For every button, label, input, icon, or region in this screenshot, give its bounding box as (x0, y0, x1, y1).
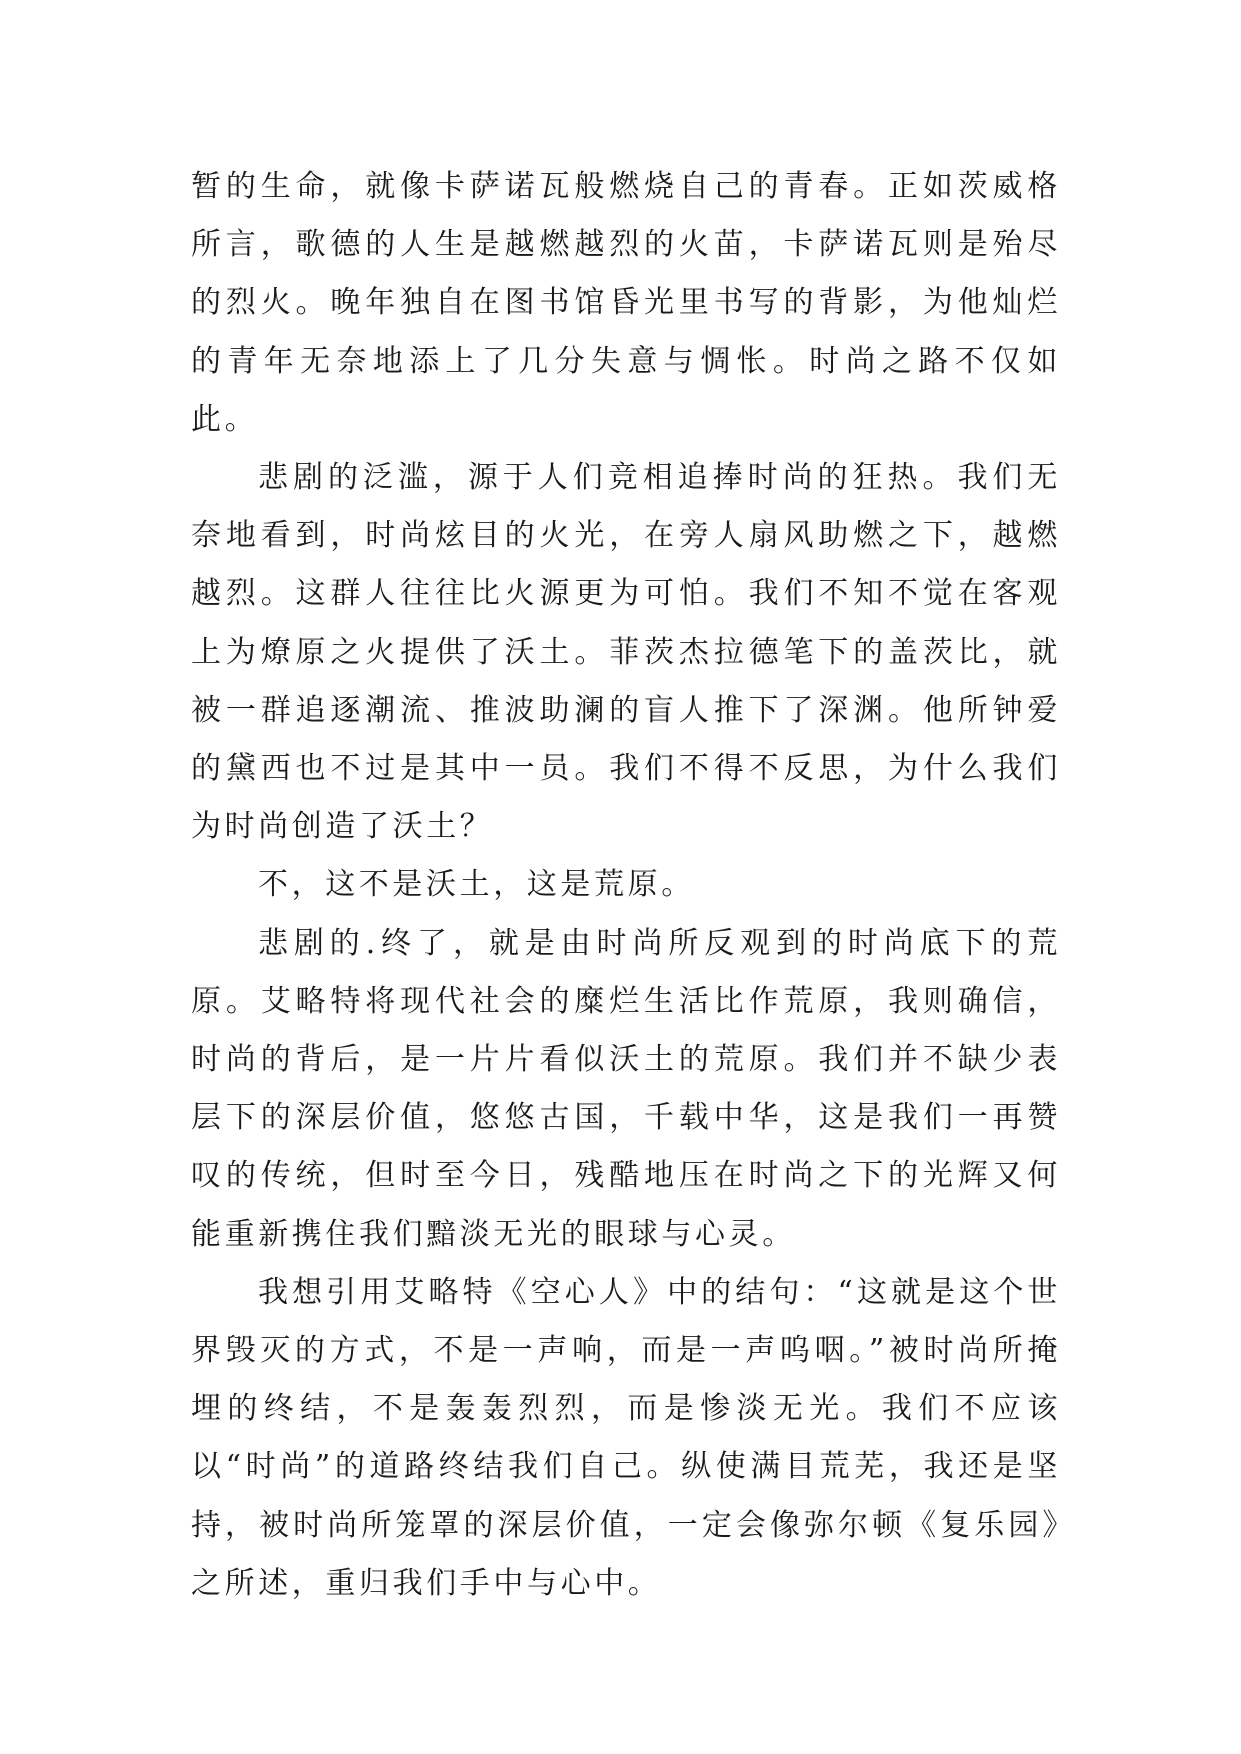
paragraph-5: 我想引用艾略特《空心人》中的结句：“这就是这个世界毁灭的方式，不是一声响，而是一声呜咽。”被时尚所掩埋的终结，不是轰轰烈烈，而是惨淡无光。我们不应该以“时尚”的道路终结我们自己。纵使满目荒芜，我还是坚持，被时尚所笼罩的深层价值，一定会像弥尔顿《复乐园》之所述，重归我们手中与心中。 (191, 1274, 1061, 1601)
paragraph-1: 暂的生命，就像卡萨诺瓦般燃烧自己的青春。正如茨威格所言，歌德的人生是越燃越烈的火苗，卡萨诺瓦则是殆尽的烈火。晚年独自在图书馆昏光里书写的背影，为他灿烂的青年无奈地添上了几分失意与惆怅。时尚之路不仅如此。 (191, 169, 1061, 437)
paragraph-3: 不，这不是沃土，这是荒原。 (258, 867, 695, 903)
document-body (191, 158, 1061, 1613)
paragraph-4: 悲剧的.终了，就是由时尚所反观到的时尚底下的荒原。艾略特将现代社会的糜烂生活比作荒原，我则确信，时尚的背后，是一片片看似沃土的荒原。我们并不缺少表层下的深层价值，悠悠古国，千载中华，这是我们一再赞叹的传统，但时至今日，残酷地压在时尚之下的光辉又何能重新携住我们黯淡无光的眼球与心灵。 (191, 925, 1061, 1252)
paragraph-2: 悲剧的泛滥，源于人们竞相追捧时尚的狂热。我们无奈地看到，时尚炫目的火光，在旁人扇风助燃之下，越燃越烈。这群人往往比火源更为可怕。我们不知不觉在客观上为燎原之火提供了沃土。菲茨杰拉德笔下的盖茨比，就被一群追逐潮流、推波助澜的盲人推下了深渊。他所钟爱的黛西也不过是其中一员。我们不得不反思，为什么我们为时尚创造了沃土？ (191, 460, 1061, 845)
